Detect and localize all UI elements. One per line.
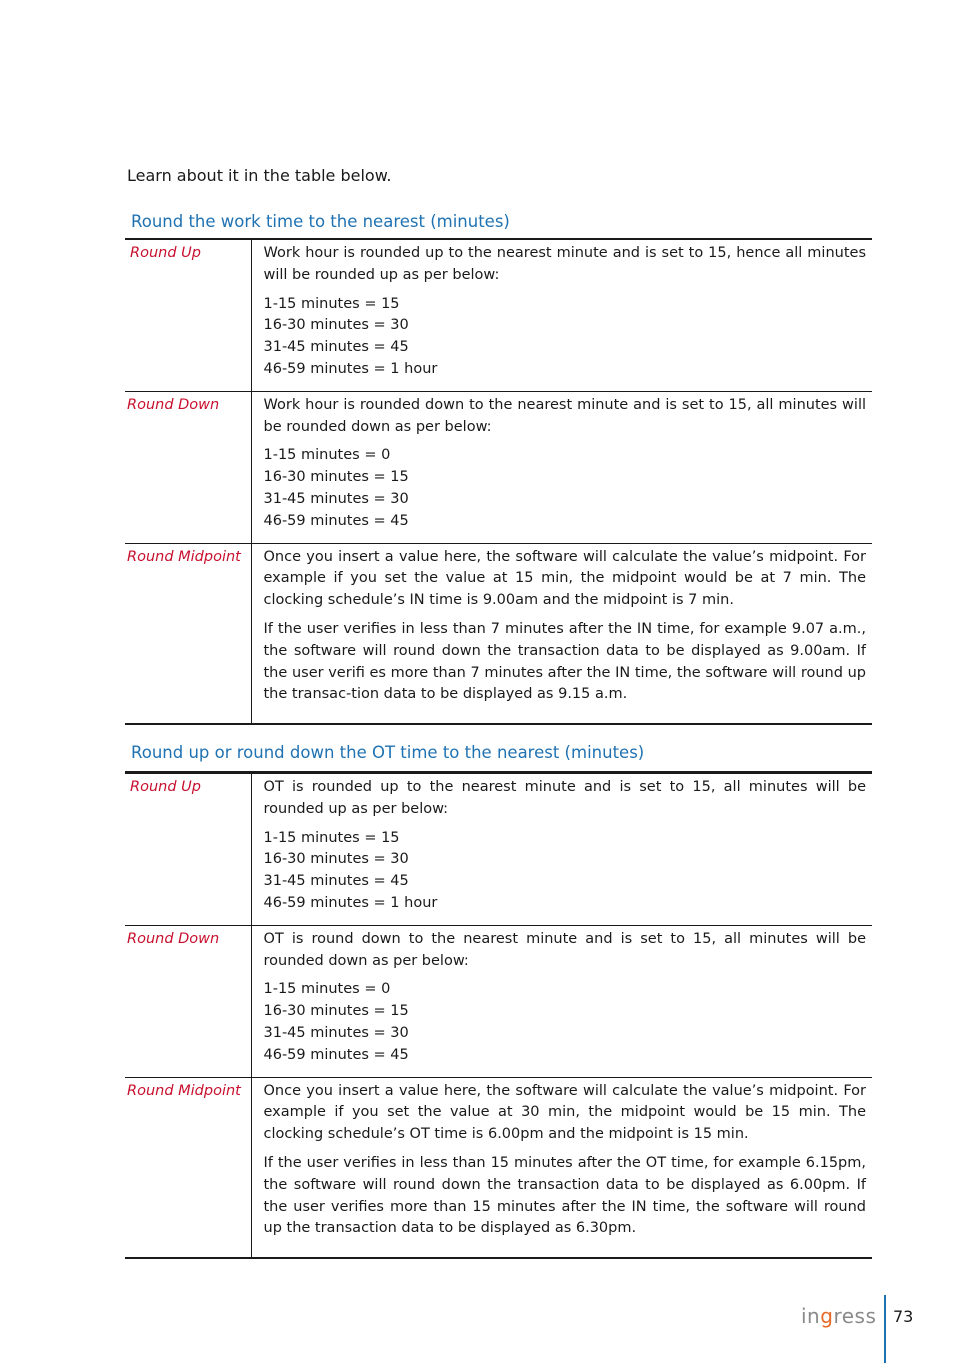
description-paragraph: Work hour is rounded up to the nearest minute and is set to 15, hence all minutes will be rounded up as per below: xyxy=(263,245,866,283)
description-paragraph: Once you insert a value here, the software will calculate the value’s midpoint. For example if you set the value at 15 min, the midpoint would be at 7 min. The clocking schedule’s IN time is 9.00am and the midpoint is 7 min. xyxy=(263,548,866,609)
section-title-ot-time: Round up or round down the OT time to the nearest (minutes) xyxy=(131,743,645,762)
intro-text: Learn about it in the table below. xyxy=(127,166,392,185)
page-number: 73 xyxy=(893,1307,914,1326)
option-description xyxy=(251,773,872,926)
rounding-rule: 31-45 minutes = 45 xyxy=(263,873,409,890)
description-paragraph: OT is rounded up to the nearest minute and is set to 15, all minutes will be rounded up as per below: xyxy=(263,779,866,817)
rounding-rule: 1-15 minutes = 15 xyxy=(263,829,400,846)
rounding-rule: 31-45 minutes = 45 xyxy=(263,339,409,356)
description-paragraph: If the user verifies in less than 7 minutes after the IN time, for example 9.07 a.m., the software will round down the transaction data to be displayed as 9.00am. If the user verifi es more than 7 minutes after the IN time, the software will round up the transac-tion data to be displayed as 9.15 a.m. xyxy=(263,620,866,703)
ingress-logo xyxy=(801,1304,876,1328)
table-row xyxy=(125,543,872,724)
table-row xyxy=(125,773,872,926)
description-paragraph: If the user verifies in less than 15 minutes after the OT time, for example 6.15pm, the software will round down the transaction data to be displayed as 6.00pm. If the user verifies more than 15 minutes after the IN time, the software will round up the transaction data to be displayed as 6.30pm. xyxy=(263,1154,866,1237)
option-label: Round Midpoint xyxy=(125,1077,251,1258)
logo-text: in xyxy=(801,1304,821,1328)
table-row xyxy=(125,391,872,543)
rounding-rule: 16-30 minutes = 30 xyxy=(263,317,409,334)
rounding-rule: 1-15 minutes = 15 xyxy=(263,295,400,312)
option-label: Round Midpoint xyxy=(125,543,251,724)
logo-text-rest: ress xyxy=(833,1304,877,1328)
option-label: Round Up xyxy=(125,773,251,926)
rounding-rule: 46-59 minutes = 45 xyxy=(263,1046,409,1063)
rounding-rule: 31-45 minutes = 30 xyxy=(263,490,409,507)
rounding-rule: 16-30 minutes = 15 xyxy=(263,1003,409,1020)
work-time-table xyxy=(125,238,872,725)
ot-time-table xyxy=(125,771,872,1259)
option-description xyxy=(251,391,872,543)
option-description xyxy=(251,543,872,724)
rounding-rule: 1-15 minutes = 0 xyxy=(263,447,391,464)
description-paragraph: Once you insert a value here, the software will calculate the value’s midpoint. For example if you set the value at 30 min, the midpoint would be 15 min. The clocking schedule’s OT time is 6.00pm and the midpoint is 15 min. xyxy=(263,1082,866,1143)
option-description xyxy=(251,1077,872,1258)
rounding-rule: 16-30 minutes = 30 xyxy=(263,851,409,868)
rounding-rule: 46-59 minutes = 45 xyxy=(263,512,409,529)
rounding-rule: 1-15 minutes = 0 xyxy=(263,981,391,998)
footer-divider xyxy=(884,1295,886,1363)
rounding-rule: 31-45 minutes = 30 xyxy=(263,1024,409,1041)
description-paragraph: Work hour is rounded down to the nearest minute and is set to 15, all minutes will be rounded down as per below: xyxy=(263,396,866,435)
option-description xyxy=(251,925,872,1077)
table-row xyxy=(125,239,872,391)
option-label: Round Up xyxy=(125,239,251,391)
section-title-work-time: Round the work time to the nearest (minutes) xyxy=(131,212,510,231)
option-description xyxy=(251,239,872,391)
rounding-rule: 46-59 minutes = 1 hour xyxy=(263,360,438,377)
rounding-rule: 16-30 minutes = 15 xyxy=(263,469,409,486)
table-row xyxy=(125,925,872,1077)
table-row xyxy=(125,1077,872,1258)
logo-dot-letter: g xyxy=(820,1304,834,1328)
option-label: Round Down xyxy=(125,391,251,543)
rounding-rule: 46-59 minutes = 1 hour xyxy=(263,894,438,911)
option-label: Round Down xyxy=(125,925,251,1077)
description-paragraph: OT is round down to the nearest minute and is set to 15, all minutes will be rounded down as per below: xyxy=(263,930,866,969)
